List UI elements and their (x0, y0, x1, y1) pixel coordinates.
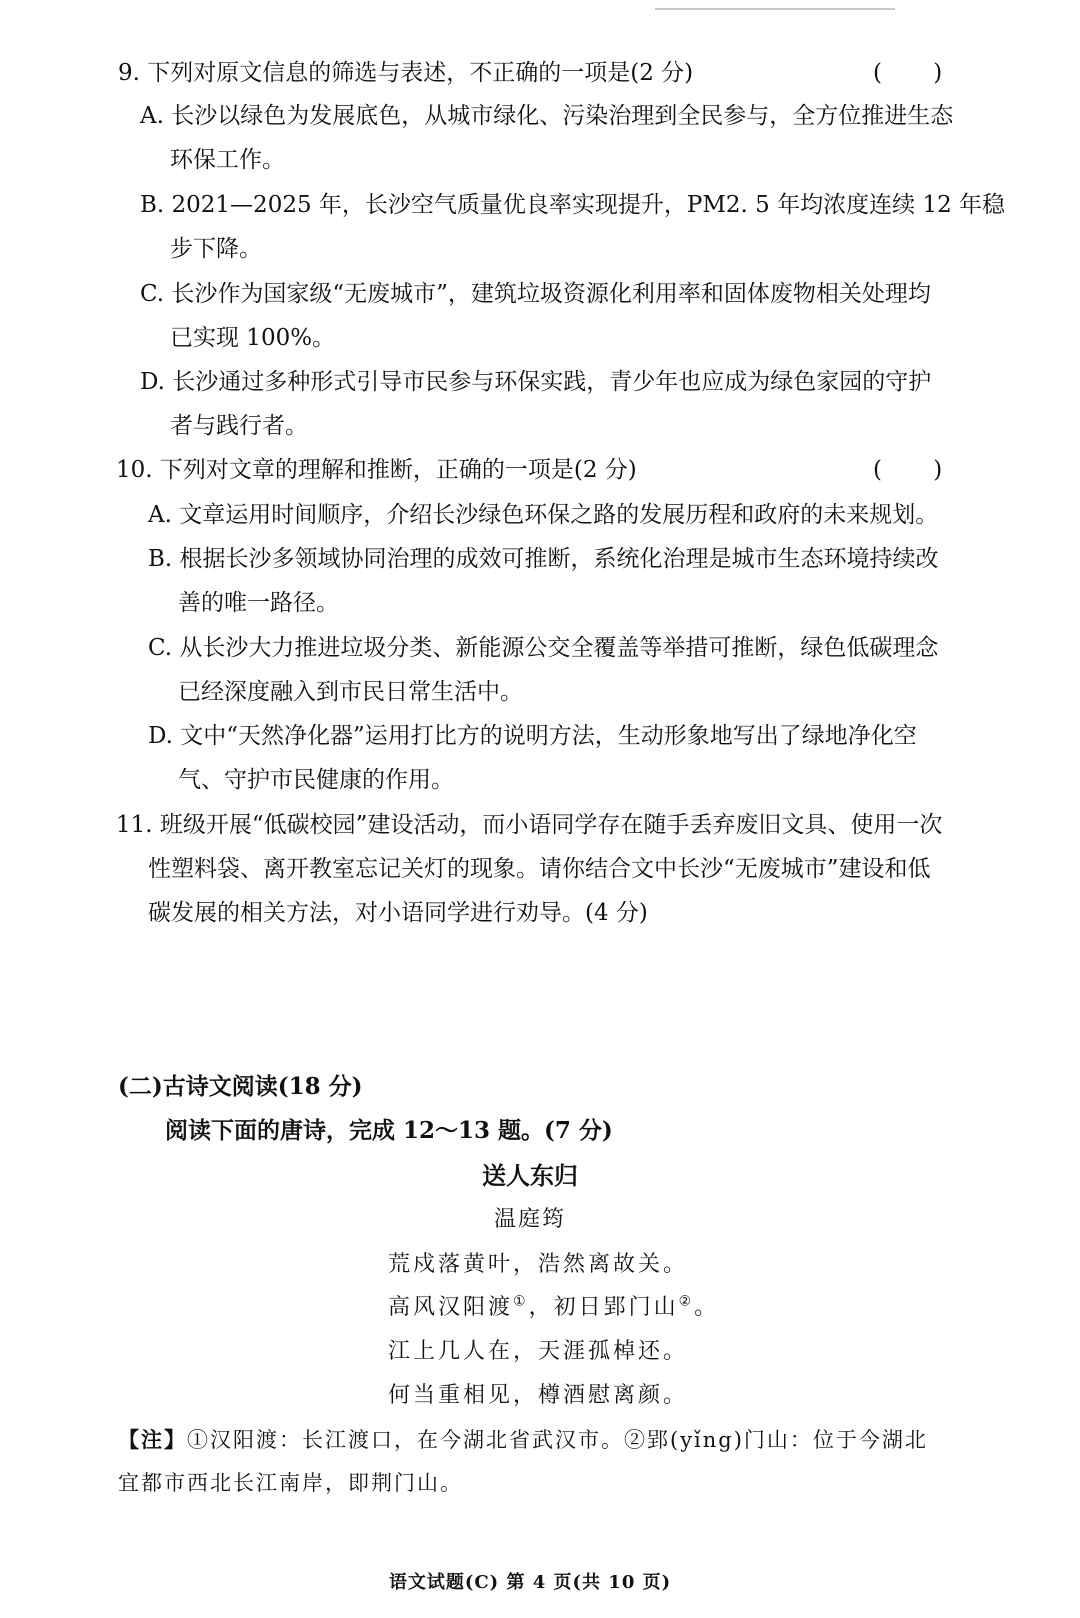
footnote-marker-2: ② (678, 1293, 695, 1310)
question-11-line3: 碳发展的相关方法，对小语同学进行劝导。(4 分) (148, 900, 648, 926)
section-2-intro: 阅读下面的唐诗，完成 12～13 题。(7 分) (165, 1117, 613, 1144)
top-rule (655, 8, 895, 10)
note-label: 【注】 (118, 1427, 187, 1452)
q10-option-a-line1: A. 文章运用时间顺序，介绍长沙绿色环保之路的发展历程和政府的未来规划。 (148, 502, 939, 528)
poem-line-2 (388, 1293, 719, 1323)
poem-author: 温庭筠 (493, 1207, 566, 1232)
poem-line-4: 何当重相见，樽酒慰离颜。 (388, 1383, 689, 1408)
q9-option-d-line1: D. 长沙通过多种形式引导市民参与环保实践，青少年也应成为绿色家园的守护 (140, 369, 932, 395)
question-10-answer-paren: ( ) (873, 457, 965, 483)
poem-line-2-part-c: 。 (694, 1295, 720, 1320)
poem-title: 送人东归 (482, 1161, 578, 1190)
note-line-1 (118, 1425, 928, 1455)
poem-line-3: 江上几人在，天涯孤棹还。 (388, 1339, 689, 1364)
q9-option-d-line2: 者与践行者。 (170, 413, 308, 439)
q10-option-d-line2: 气、守护市民健康的作用。 (178, 767, 454, 793)
q10-option-c-line2: 已经深度融入到市民日常生活中。 (178, 679, 523, 705)
question-11-line1: 11. 班级开展“低碳校园”建设活动，而小语同学存在随手丢弃废旧文具、使用一次 (116, 812, 943, 838)
q9-option-c-line1: C. 长沙作为国家级“无废城市”，建筑垃圾资源化利用率和固体废物相关处理均 (140, 281, 931, 307)
q10-option-c-line1: C. 从长沙大力推进垃圾分类、新能源公交全覆盖等举措可推断，绿色低碳理念 (148, 635, 939, 661)
q10-option-d-line1: D. 文中“天然净化器”运用打比方的说明方法，生动形象地写出了绿地净化空 (148, 723, 917, 749)
note-line-1-text: ①汉阳渡：长江渡口，在今湖北省武汉市。②郢(yǐng)门山：位于今湖北 (187, 1428, 928, 1452)
section-2-title: (二)古诗文阅读(18 分) (118, 1073, 363, 1100)
question-11-line2: 性塑料袋、离开教室忘记关灯的现象。请你结合文中长沙“无废城市”建设和低 (148, 856, 931, 882)
note-line-2: 宜都市西北长江南岸，即荆门山。 (118, 1471, 463, 1495)
q9-option-b-line2: 步下降。 (170, 236, 262, 262)
poem-line-1: 荒戍落黄叶，浩然离故关。 (388, 1252, 689, 1277)
q9-option-b-line1: B. 2021—2025 年，长沙空气质量优良率实现提升，PM2. 5 年均浓度连续 12 年稳 (140, 192, 1006, 218)
poem-line-2-part-b: ，初日郢门山 (528, 1295, 679, 1320)
q10-option-b-line1: B. 根据长沙多领域协同治理的成效可推断，系统化治理是城市生态环境持续改 (148, 546, 939, 572)
q10-option-b-line2: 善的唯一路径。 (178, 590, 339, 616)
page-footer: 语文试题(C) 第 4 页(共 10 页) (388, 1572, 672, 1593)
question-10-stem: 10. 下列对文章的理解和推断，正确的一项是(2 分) (116, 457, 637, 483)
q9-option-c-line2: 已实现 100%。 (170, 325, 336, 351)
question-9-stem: 9. 下列对原文信息的筛选与表述，不正确的一项是(2 分) (118, 60, 694, 86)
footnote-marker-1: ① (513, 1293, 529, 1310)
q9-option-a-line1: A. 长沙以绿色为发展底色，从城市绿化、污染治理到全民参与，全方位推进生态 (140, 103, 954, 129)
q9-option-a-line2: 环保工作。 (170, 147, 285, 173)
poem-line-2-part-a: 高风汉阳渡 (388, 1295, 514, 1320)
question-9-answer-paren: ( ) (873, 60, 965, 86)
